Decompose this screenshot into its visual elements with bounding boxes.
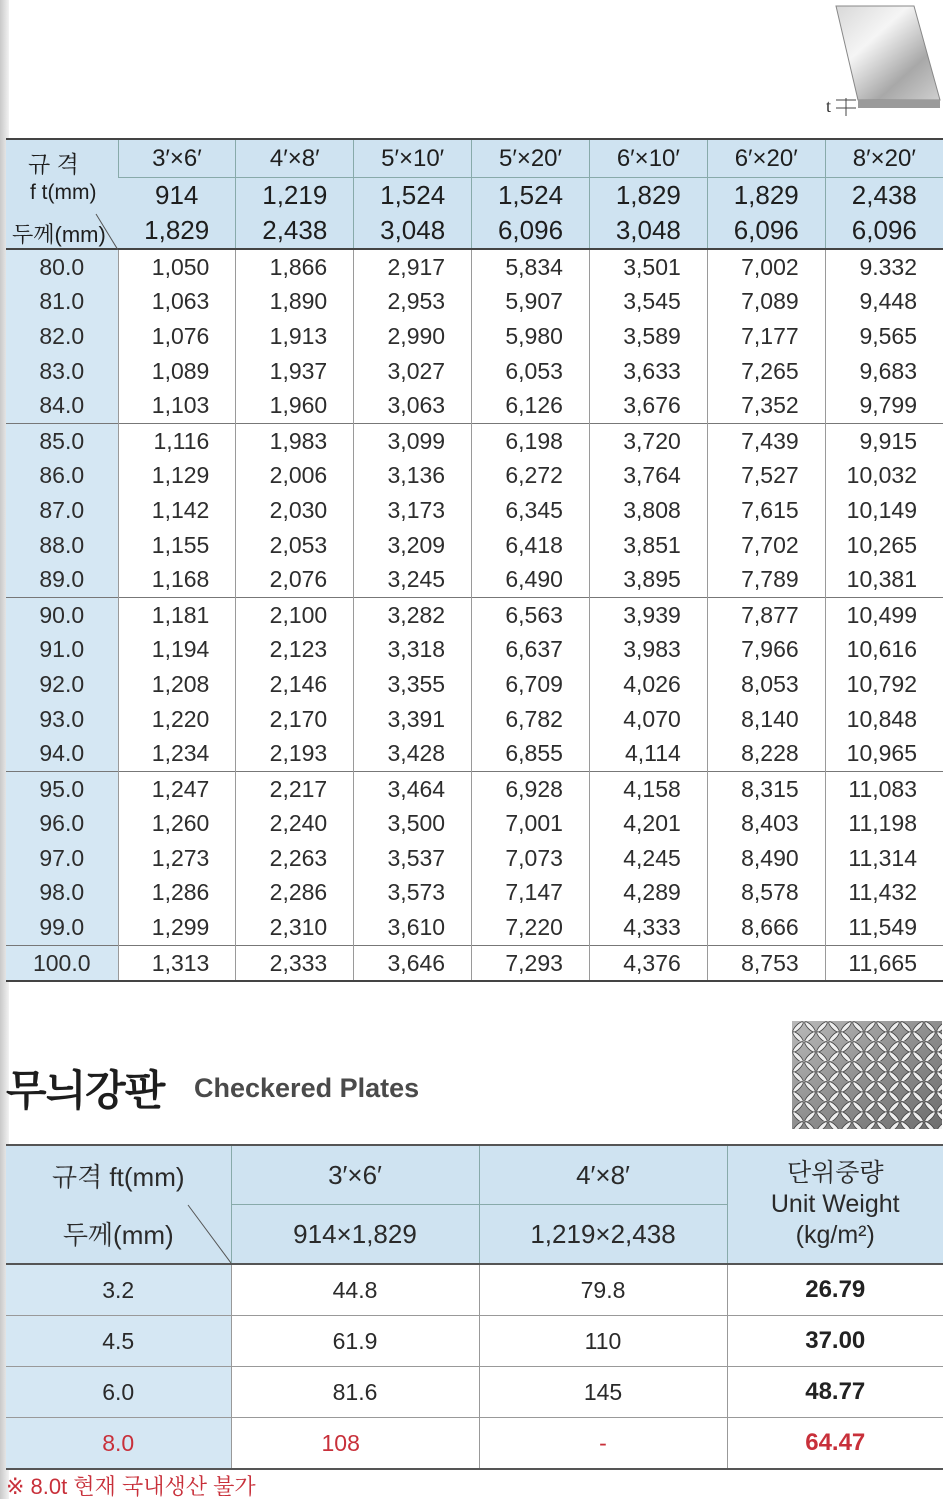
table-row <box>6 319 943 354</box>
thickness-label: 두께(mm) <box>62 1220 174 1251</box>
weight-cell: 7,002 <box>707 249 825 285</box>
weight-cell: 6,126 <box>472 388 590 423</box>
weight-cell: 11,198 <box>825 807 943 842</box>
table-row <box>6 736 943 771</box>
weight-cell: 2,193 <box>236 736 354 771</box>
weight-cell: 3,851 <box>589 528 707 563</box>
weight-cell: 3,318 <box>354 633 472 668</box>
thickness-header <box>6 1205 231 1265</box>
weight-cell: 2,076 <box>236 562 354 597</box>
size-ft-header: 5′×10′ <box>354 139 472 178</box>
spec-label: 규격 ft(mm) <box>51 1161 185 1192</box>
weight-cell: 9,683 <box>825 354 943 389</box>
table-row <box>6 459 943 494</box>
checkered-title-en: Checkered Plates <box>194 1073 420 1103</box>
weight-cell: 7,089 <box>707 285 825 320</box>
thickness-cell: 99.0 <box>6 910 118 945</box>
weight-cell: 6,637 <box>472 633 590 668</box>
table-row <box>6 807 943 842</box>
weight-cell: 8,403 <box>707 807 825 842</box>
unit-weight-ko: 단위중량 <box>786 1159 884 1187</box>
thickness-cell: 86.0 <box>6 459 118 494</box>
unit-weight-unit: (kg/m²) <box>795 1221 875 1249</box>
ft-mm-label: f t(mm) <box>30 181 97 204</box>
weight-cell: 7,265 <box>707 354 825 389</box>
weight-cell: 6,198 <box>472 423 590 458</box>
length-mm-header: 2,438 <box>236 213 354 249</box>
weight-cell: 10,499 <box>825 597 943 632</box>
weight-cell: 3,895 <box>589 562 707 597</box>
weight-cell: 8,228 <box>707 736 825 771</box>
weight-cell: 3,136 <box>354 459 472 494</box>
unit-weight-cell: 26.79 <box>727 1264 943 1316</box>
weight-cell: 7,293 <box>472 945 590 981</box>
length-mm-header: 3,048 <box>589 213 707 249</box>
weight-cell: 7,702 <box>707 528 825 563</box>
weight-cell: 9,565 <box>825 319 943 354</box>
weight-cell: 3,537 <box>354 841 472 876</box>
weight-cell: 1,063 <box>118 285 236 320</box>
table-row <box>6 1418 943 1470</box>
thickness-cell: 94.0 <box>6 736 118 771</box>
weight-cell: 2,123 <box>236 633 354 668</box>
size-ft-header: 8′×20′ <box>825 139 943 178</box>
table-row <box>6 493 943 528</box>
width-mm-header: 2,438 <box>825 178 943 214</box>
length-mm-header: 6,096 <box>825 213 943 249</box>
weight-cell: 1,313 <box>118 945 236 981</box>
thickness-cell: 97.0 <box>6 841 118 876</box>
weight-cell: 3,633 <box>589 354 707 389</box>
weight-cell: 7,220 <box>472 910 590 945</box>
weight-cell: 6,272 <box>472 459 590 494</box>
weight-cell: 1,076 <box>118 319 236 354</box>
weight-cell: 110 <box>479 1316 727 1367</box>
length-mm-header: 3,048 <box>354 213 472 249</box>
table-row <box>6 771 943 806</box>
weight-cell: 10,032 <box>825 459 943 494</box>
weight-cell: 1,129 <box>118 459 236 494</box>
weight-cell: 2,917 <box>354 249 472 285</box>
width-mm-header: 1,829 <box>707 178 825 214</box>
weight-cell: 4,114 <box>589 736 707 771</box>
weight-cell: 11,665 <box>825 945 943 981</box>
thickness-cell: 80.0 <box>6 249 118 285</box>
thickness-cell: 8.0 <box>6 1418 231 1470</box>
table-row <box>6 1264 943 1316</box>
weight-cell: 4,070 <box>589 702 707 737</box>
weight-cell: 1,937 <box>236 354 354 389</box>
table-row <box>6 633 943 668</box>
table-row <box>6 1367 943 1418</box>
weight-table <box>6 138 943 994</box>
table-row <box>6 285 943 320</box>
thickness-cell: 89.0 <box>6 562 118 597</box>
thickness-cell: 100.0 <box>6 945 118 981</box>
weight-cell: 11,549 <box>825 910 943 945</box>
weight-cell: 6,928 <box>472 771 590 806</box>
size-ft-header: 6′×10′ <box>589 139 707 178</box>
weight-cell: 79.8 <box>479 1264 727 1316</box>
weight-cell: 1,913 <box>236 319 354 354</box>
weight-cell: 7,789 <box>707 562 825 597</box>
header-corner <box>6 139 118 249</box>
weight-cell: 2,053 <box>236 528 354 563</box>
weight-cell: 1,103 <box>118 388 236 423</box>
weight-cell: 3,099 <box>354 423 472 458</box>
weight-cell: 11,083 <box>825 771 943 806</box>
size-ft-header: 3′×6′ <box>118 139 236 178</box>
weight-cell: 6,782 <box>472 702 590 737</box>
weight-cell: 10,792 <box>825 667 943 702</box>
weight-cell: 7,877 <box>707 597 825 632</box>
thickness-cell: 83.0 <box>6 354 118 389</box>
thickness-cell: 85.0 <box>6 423 118 458</box>
weight-cell: 6,053 <box>472 354 590 389</box>
weight-cell: 2,100 <box>236 597 354 632</box>
weight-cell: 2,310 <box>236 910 354 945</box>
weight-cell: 1,273 <box>118 841 236 876</box>
weight-cell: 3,464 <box>354 771 472 806</box>
spec-label: 규 격 <box>28 151 79 177</box>
weight-cell: 61.9 <box>231 1316 479 1367</box>
weight-cell: - <box>479 1418 727 1470</box>
weight-cell: 1,983 <box>236 423 354 458</box>
table-row <box>6 249 943 285</box>
weight-cell: 2,990 <box>354 319 472 354</box>
weight-cell: 7,001 <box>472 807 590 842</box>
weight-cell: 6,563 <box>472 597 590 632</box>
weight-cell: 11,432 <box>825 876 943 911</box>
weight-cell: 8,315 <box>707 771 825 806</box>
weight-cell: 3,720 <box>589 423 707 458</box>
weight-cell: 1,960 <box>236 388 354 423</box>
thickness-cell: 90.0 <box>6 597 118 632</box>
weight-cell: 1,181 <box>118 597 236 632</box>
weight-cell: 3,646 <box>354 945 472 981</box>
length-mm-header: 6,096 <box>472 213 590 249</box>
thickness-cell: 6.0 <box>6 1367 231 1418</box>
weight-cell: 2,146 <box>236 667 354 702</box>
thickness-cell: 92.0 <box>6 667 118 702</box>
thickness-cell: 98.0 <box>6 876 118 911</box>
size2-mm-header: 1,219×2,438 <box>479 1205 727 1265</box>
unit-weight-cell: 37.00 <box>727 1316 943 1367</box>
size1-ft-header: 3′×6′ <box>231 1145 479 1205</box>
thickness-cell: 3.2 <box>6 1264 231 1316</box>
weight-cell: 5,980 <box>472 319 590 354</box>
thickness-cell: 4.5 <box>6 1316 231 1367</box>
table-row <box>6 910 943 945</box>
weight-cell: 1,208 <box>118 667 236 702</box>
size1-mm-header: 914×1,829 <box>231 1205 479 1265</box>
weight-cell: 8,578 <box>707 876 825 911</box>
width-mm-header: 914 <box>118 178 236 214</box>
table-row <box>6 354 943 389</box>
weight-cell: 6,418 <box>472 528 590 563</box>
table-row <box>6 945 943 981</box>
weight-cell: 10,848 <box>825 702 943 737</box>
weight-cell: 1,168 <box>118 562 236 597</box>
table-row <box>6 528 943 563</box>
thickness-cell: 87.0 <box>6 493 118 528</box>
weight-cell: 2,217 <box>236 771 354 806</box>
weight-cell: 1,299 <box>118 910 236 945</box>
weight-cell: 3,500 <box>354 807 472 842</box>
weight-cell: 3,610 <box>354 910 472 945</box>
thickness-cell: 84.0 <box>6 388 118 423</box>
weight-cell: 3,027 <box>354 354 472 389</box>
weight-cell: 9,448 <box>825 285 943 320</box>
table-row <box>6 562 943 597</box>
weight-cell: 3,939 <box>589 597 707 632</box>
weight-cell: 4,333 <box>589 910 707 945</box>
weight-cell: 3,589 <box>589 319 707 354</box>
weight-cell: 1,142 <box>118 493 236 528</box>
weight-cell: 7,615 <box>707 493 825 528</box>
weight-cell: 1,286 <box>118 876 236 911</box>
weight-cell: 5,834 <box>472 249 590 285</box>
weight-cell: 6,709 <box>472 667 590 702</box>
thickness-cell: 82.0 <box>6 319 118 354</box>
unit-weight-cell: 64.47 <box>727 1418 943 1470</box>
thickness-cell: 95.0 <box>6 771 118 806</box>
weight-cell: 7,147 <box>472 876 590 911</box>
weight-cell: 2,333 <box>236 945 354 981</box>
checkered-title-ko: 무늬강판 <box>6 1066 165 1115</box>
weight-cell: 2,006 <box>236 459 354 494</box>
weight-cell: 3,808 <box>589 493 707 528</box>
weight-cell: 1,220 <box>118 702 236 737</box>
thickness-cell: 91.0 <box>6 633 118 668</box>
weight-cell: 10,149 <box>825 493 943 528</box>
thickness-cell: 81.0 <box>6 285 118 320</box>
weight-cell: 3,355 <box>354 667 472 702</box>
production-note: ※ 8.0t 현재 국내생산 불가 <box>6 1474 256 1499</box>
table-row <box>6 702 943 737</box>
weight-cell: 7,073 <box>472 841 590 876</box>
weight-cell: 1,890 <box>236 285 354 320</box>
weight-cell: 4,376 <box>589 945 707 981</box>
table-row <box>6 423 943 458</box>
weight-cell: 2,953 <box>354 285 472 320</box>
weight-cell: 9,799 <box>825 388 943 423</box>
weight-cell: 1,247 <box>118 771 236 806</box>
unit-weight-header <box>727 1145 943 1264</box>
weight-cell: 11,314 <box>825 841 943 876</box>
weight-cell: 4,245 <box>589 841 707 876</box>
unit-weight-cell: 48.77 <box>727 1367 943 1418</box>
weight-cell: 2,030 <box>236 493 354 528</box>
table-row <box>6 597 943 632</box>
weight-cell: 81.6 <box>231 1367 479 1418</box>
checkered-plate-image <box>792 1021 942 1129</box>
weight-cell: 3,573 <box>354 876 472 911</box>
table-row <box>6 841 943 876</box>
length-mm-header: 6,096 <box>707 213 825 249</box>
table-row <box>6 388 943 423</box>
weight-cell: 7,177 <box>707 319 825 354</box>
size-ft-header: 6′×20′ <box>707 139 825 178</box>
weight-cell: 8,140 <box>707 702 825 737</box>
weight-cell: 10,381 <box>825 562 943 597</box>
thickness-cell: 88.0 <box>6 528 118 563</box>
weight-cell: 6,855 <box>472 736 590 771</box>
unit-weight-en: Unit Weight <box>770 1190 900 1218</box>
weight-cell: 3,245 <box>354 562 472 597</box>
length-mm-header: 1,829 <box>118 213 236 249</box>
weight-cell: 44.8 <box>231 1264 479 1316</box>
thickness-cell: 93.0 <box>6 702 118 737</box>
weight-cell: 4,026 <box>589 667 707 702</box>
weight-cell: 3,545 <box>589 285 707 320</box>
thickness-cell: 96.0 <box>6 807 118 842</box>
weight-cell: 10,265 <box>825 528 943 563</box>
weight-cell: 3,173 <box>354 493 472 528</box>
weight-cell: 2,286 <box>236 876 354 911</box>
weight-cell: 7,966 <box>707 633 825 668</box>
weight-cell: 2,240 <box>236 807 354 842</box>
weight-cell: 8,490 <box>707 841 825 876</box>
weight-cell: 3,676 <box>589 388 707 423</box>
weight-cell: 2,263 <box>236 841 354 876</box>
weight-cell: 1,050 <box>118 249 236 285</box>
weight-cell: 108 <box>231 1418 479 1470</box>
weight-cell: 3,983 <box>589 633 707 668</box>
weight-cell: 2,170 <box>236 702 354 737</box>
weight-cell: 9,915 <box>825 423 943 458</box>
weight-cell: 7,527 <box>707 459 825 494</box>
size-ft-header: 5′×20′ <box>472 139 590 178</box>
weight-cell: 4,201 <box>589 807 707 842</box>
checkered-table <box>6 1144 943 1470</box>
weight-cell: 3,063 <box>354 388 472 423</box>
weight-cell: 10,616 <box>825 633 943 668</box>
weight-cell: 1,194 <box>118 633 236 668</box>
weight-cell: 6,345 <box>472 493 590 528</box>
weight-cell: 1,234 <box>118 736 236 771</box>
weight-cell: 7,352 <box>707 388 825 423</box>
weight-cell: 3,428 <box>354 736 472 771</box>
weight-cell: 8,053 <box>707 667 825 702</box>
size-ft-header: 4′×8′ <box>236 139 354 178</box>
weight-cell: 3,209 <box>354 528 472 563</box>
width-mm-header: 1,829 <box>589 178 707 214</box>
width-mm-header: 1,524 <box>472 178 590 214</box>
weight-cell: 1,116 <box>118 423 236 458</box>
weight-cell: 5,907 <box>472 285 590 320</box>
table-row <box>6 876 943 911</box>
table-row <box>6 667 943 702</box>
width-mm-header: 1,524 <box>354 178 472 214</box>
weight-cell: 1,260 <box>118 807 236 842</box>
width-mm-header: 1,219 <box>236 178 354 214</box>
weight-cell: 1,089 <box>118 354 236 389</box>
weight-cell: 10,965 <box>825 736 943 771</box>
steel-plate-illustration <box>822 4 942 116</box>
weight-cell: 1,866 <box>236 249 354 285</box>
weight-cell: 4,158 <box>589 771 707 806</box>
weight-cell: 3,764 <box>589 459 707 494</box>
weight-cell: 8,753 <box>707 945 825 981</box>
weight-cell: 1,155 <box>118 528 236 563</box>
table-row <box>6 1316 943 1367</box>
thickness-label: t <box>826 96 832 116</box>
weight-cell: 7,439 <box>707 423 825 458</box>
weight-cell: 3,391 <box>354 702 472 737</box>
weight-cell: 8,666 <box>707 910 825 945</box>
weight-cell: 6,490 <box>472 562 590 597</box>
size2-ft-header: 4′×8′ <box>479 1145 727 1205</box>
weight-cell: 4,289 <box>589 876 707 911</box>
weight-cell: 145 <box>479 1367 727 1418</box>
thickness-mm-label: 두께(mm) <box>12 222 106 247</box>
weight-cell: 9.332 <box>825 249 943 285</box>
weight-cell: 3,282 <box>354 597 472 632</box>
weight-cell: 3,501 <box>589 249 707 285</box>
